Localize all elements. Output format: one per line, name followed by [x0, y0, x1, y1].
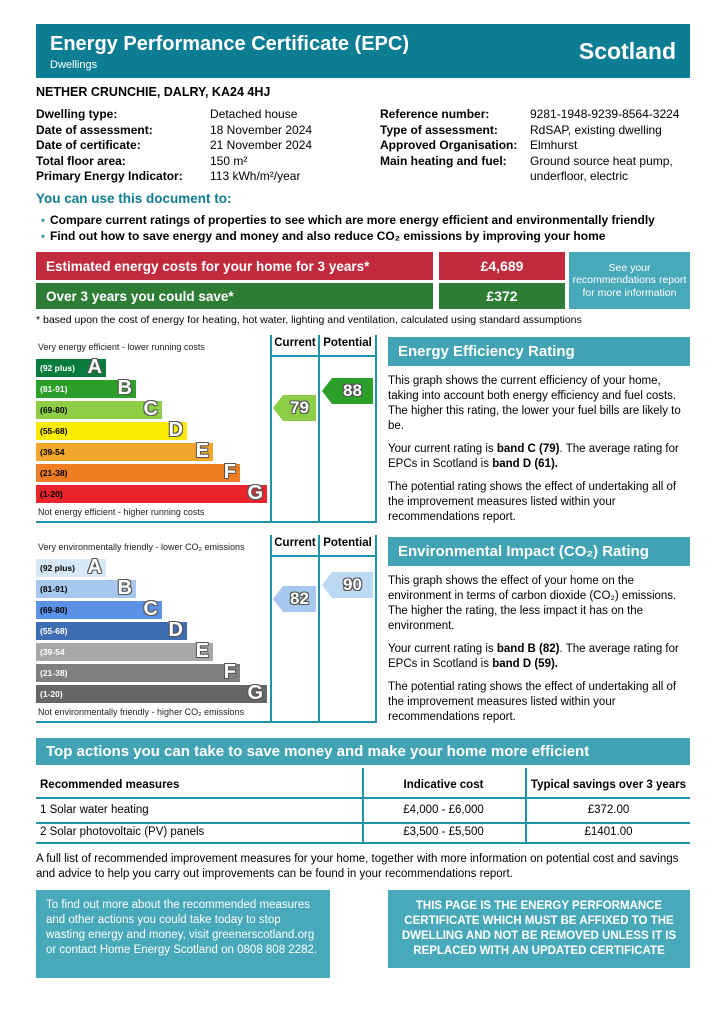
text-segment: . The average rating for EPCs in Scotland is	[388, 643, 679, 670]
band-range-label: (92 plus)	[40, 363, 75, 373]
detail-label: Type of assessment:	[380, 122, 498, 137]
region-label: Scotland	[578, 37, 676, 64]
details-left-column	[36, 107, 380, 185]
chart-divider	[270, 535, 272, 723]
detail-row	[380, 107, 692, 123]
measure-cost: £4,000 - £6,000	[403, 804, 484, 816]
current-band-text: band B (82)	[496, 643, 560, 655]
band-range-label: (69-80)	[40, 605, 68, 615]
estimated-costs-amount: £4,689	[480, 258, 524, 274]
arrow-body	[332, 378, 373, 404]
property-address: NETHER CRUNCHIE, DALRY, KA24 4HJ	[36, 85, 271, 99]
band-letter: E	[195, 440, 209, 462]
affix-notice-text: THIS PAGE IS THE ENERGY PERFORMANCE CERTIFICATE WHICH MUST BE AFFIXED TO THE DWELLING AND NOT BE REMOVED UNLESS IT IS REPLACED WITH AN UPDATED CERTIFICATE	[401, 900, 677, 957]
current-column-header: Current	[274, 337, 316, 349]
page-subtitle: Dwellings	[50, 58, 98, 71]
band-range-label: (39-54	[40, 647, 65, 657]
arrow-point	[273, 395, 283, 421]
chart-divider	[375, 335, 377, 523]
chart-header-line	[270, 355, 377, 357]
energy-efficiency-panel	[388, 337, 690, 525]
co2-band-a	[36, 556, 106, 578]
chart-bottom-line	[36, 721, 377, 723]
chart-divider	[318, 335, 320, 523]
current-rating-arrow	[273, 586, 316, 612]
environmental-paragraph-1: This graph shows the effect of your home on the environment in terms of carbon dioxide (CO₂) emissions. The higher the rating, the less impact it has on the environment.	[388, 575, 677, 632]
measure-cost: £3,500 - £5,500	[403, 826, 484, 838]
arrow-point	[322, 378, 332, 404]
table-line	[36, 822, 690, 824]
detail-row	[36, 107, 380, 123]
band-range-label: (21-38)	[40, 468, 68, 478]
epc-band-e	[36, 440, 213, 462]
bullet-icon: •	[40, 229, 46, 243]
bullet-item	[36, 212, 690, 228]
band-letter: D	[168, 619, 183, 641]
average-band-text: band D (59).	[492, 658, 558, 670]
epc-band-d	[36, 419, 187, 441]
band-range-label: (81-91)	[40, 584, 68, 594]
detail-value: Ground source heat pump, underfloor, electric	[530, 153, 673, 183]
chart-divider	[375, 535, 377, 723]
current-rating-value: 79	[290, 398, 309, 417]
band-letter: C	[143, 398, 158, 420]
arrow-body	[283, 586, 316, 612]
column-header-measures: Recommended measures	[40, 779, 180, 791]
band-range-label: (55-68)	[40, 626, 68, 636]
table-line	[36, 842, 690, 844]
intro-heading: You can use this document to:	[36, 191, 232, 206]
affix-notice-box	[388, 890, 690, 968]
arrow-body	[283, 395, 316, 421]
epc-band-g	[36, 482, 267, 504]
band-letter: F	[223, 461, 236, 483]
current-rating-value: 82	[290, 589, 309, 608]
detail-label: Main heating and fuel:	[380, 153, 507, 168]
chart-header-line	[270, 555, 377, 557]
co2-band-d	[36, 619, 187, 641]
header-band	[36, 24, 690, 78]
band-letter: D	[168, 419, 183, 441]
actions-note: A full list of recommended improvement measures for your home, together with more information on potential cost and savings and advice to help you carry out improvements can be found in your recommendations report.	[36, 853, 679, 880]
arrow-point	[273, 586, 283, 612]
chart-top-label: Very environmentally friendly - lower CO₂ emissions	[38, 542, 245, 552]
energy-paragraph-1: This graph shows the current efficiency of your home, taking into account both energy efficiency and fuel costs. The higher this rating, the lower your fuel bills are likely to be.	[388, 375, 681, 432]
band-range-label: (92 plus)	[40, 563, 75, 573]
detail-value: 21 November 2024	[210, 138, 313, 152]
bullet-item	[36, 228, 690, 244]
current-band-text: band C (79)	[496, 443, 560, 455]
band-range-label: (69-80)	[40, 405, 68, 415]
recommendations-info-text: See your recommendations report for more information	[572, 261, 687, 299]
more-info-text: To find out more about the recommended measures and other actions you could take today to stop wasting energy and money, visit greenerscotland.org or contact Home Energy Scotland on 0808 808 2282.	[46, 899, 318, 956]
intro-bullets	[36, 212, 690, 244]
estimated-costs-banner	[36, 252, 433, 280]
epc-band-c	[36, 398, 162, 420]
co2-band-f	[36, 661, 240, 683]
potential-column-header: Potential	[323, 537, 372, 549]
energy-paragraph-2	[388, 442, 690, 472]
band-letter: E	[195, 640, 209, 662]
detail-row	[36, 154, 380, 170]
band-range-label: (81-91)	[40, 384, 68, 394]
savings-value	[439, 283, 565, 309]
band-range-label: (39-54	[40, 447, 65, 457]
co2-band-g	[36, 682, 267, 704]
bullet-text: Compare current ratings of properties to see which are more energy efficient and environmentally friendly	[50, 213, 655, 227]
detail-row	[380, 154, 692, 185]
chart-bottom-label: Not energy efficient - higher running costs	[38, 507, 205, 517]
detail-label: Date of certificate:	[36, 138, 141, 152]
detail-row	[380, 123, 692, 139]
potential-rating-arrow	[322, 572, 373, 598]
co2-band-e	[36, 640, 213, 662]
epc-band-a	[36, 356, 106, 378]
detail-value: 18 November 2024	[210, 122, 313, 137]
energy-paragraph-3: The potential rating shows the effect of undertaking all of the improvement measures listed within your recommendations report.	[388, 481, 677, 523]
detail-value: 9281-1948-9239-8564-3224	[530, 107, 680, 121]
detail-row	[380, 138, 692, 154]
potential-column-header: Potential	[323, 337, 372, 349]
detail-row	[36, 138, 380, 154]
band-letter: F	[223, 661, 236, 683]
detail-label: Date of assessment:	[36, 122, 153, 137]
chart-divider	[270, 335, 272, 523]
table-line	[36, 797, 690, 799]
bullet-text: Find out how to save energy and money and also reduce CO₂ emissions by improving your home	[50, 229, 606, 243]
detail-value: Elmhurst	[530, 138, 578, 152]
detail-row	[36, 123, 380, 139]
bullet-icon: •	[40, 213, 46, 227]
environmental-paragraph-3: The potential rating shows the effect of undertaking all of the improvement measures listed within your recommendations report.	[388, 681, 677, 723]
band-letter: B	[117, 577, 132, 599]
band-range-label: (55-68)	[40, 426, 68, 436]
band-range-label: (21-38)	[40, 668, 68, 678]
detail-label: Total floor area:	[36, 153, 126, 168]
measure-name: 2 Solar photovoltaic (PV) panels	[40, 826, 205, 838]
arrow-body	[332, 572, 373, 598]
arrow-point	[322, 572, 332, 598]
current-rating-arrow	[273, 395, 316, 421]
potential-rating-value: 90	[343, 575, 362, 594]
band-letter: A	[87, 356, 102, 378]
measure-savings: £1401.00	[584, 826, 633, 838]
band-range-label: (1-20)	[40, 689, 63, 699]
detail-label: Reference number:	[380, 107, 490, 121]
savings-banner	[36, 283, 433, 309]
text-segment: . The average rating for EPCs in Scotland is	[388, 443, 679, 470]
detail-row	[36, 169, 380, 185]
column-header-savings: Typical savings over 3 years	[530, 779, 687, 791]
detail-value: Detached house	[210, 107, 298, 121]
band-range-label: (1-20)	[40, 489, 63, 499]
detail-label: Approved Organisation:	[380, 138, 518, 152]
band-letter: A	[87, 556, 102, 578]
recommendations-info-box	[569, 252, 690, 309]
details-right-column	[380, 107, 692, 185]
current-column-header: Current	[274, 537, 316, 549]
co2-band-c	[36, 598, 162, 620]
energy-efficiency-heading: Energy Efficiency Rating	[388, 337, 690, 366]
band-letter: C	[143, 598, 158, 620]
page-title: Energy Performance Certificate (EPC)	[50, 32, 410, 55]
savings-label: Over 3 years you could save*	[46, 288, 234, 304]
band-letter: G	[247, 682, 263, 704]
potential-rating-arrow	[322, 378, 373, 404]
detail-label: Dwelling type:	[36, 107, 118, 121]
cost-footnote: * based upon the cost of energy for heating, hot water, lighting and ventilation, calculated using standard assumptions	[36, 314, 582, 326]
epc-band-f	[36, 461, 240, 483]
detail-value: 113 kWh/m²/year	[210, 169, 301, 183]
top-actions-heading-text: Top actions you can take to save money and make your home more efficient	[46, 743, 590, 760]
measure-name: 1 Solar water heating	[40, 804, 149, 816]
potential-rating-value: 88	[343, 381, 362, 400]
estimated-costs-label: Estimated energy costs for your home for 3 years*	[46, 258, 370, 274]
more-info-box	[36, 890, 330, 978]
top-actions-heading	[36, 738, 690, 765]
chart-top-label: Very energy efficient - lower running costs	[38, 342, 205, 352]
average-band-text: band D (61).	[492, 458, 558, 470]
chart-bottom-label: Not environmentally friendly - higher CO₂ emissions	[38, 707, 245, 717]
detail-value: 150 m²	[210, 153, 248, 168]
text-segment: Your current rating is	[388, 643, 497, 655]
environmental-impact-heading: Environmental Impact (CO₂) Rating	[388, 537, 690, 566]
chart-divider	[318, 535, 320, 723]
measure-savings: £372.00	[587, 804, 630, 816]
band-letter: G	[247, 482, 263, 504]
estimated-costs-value	[439, 252, 565, 280]
header-titles	[36, 32, 409, 71]
savings-amount: £372	[486, 288, 518, 304]
environmental-paragraph-2	[388, 642, 690, 672]
epc-band-b	[36, 377, 136, 399]
environmental-impact-panel	[388, 537, 690, 725]
chart-bottom-line	[36, 521, 377, 523]
column-header-cost: Indicative cost	[403, 779, 484, 791]
co2-band-b	[36, 577, 136, 599]
detail-value: RdSAP, existing dwelling	[530, 122, 662, 137]
band-letter: B	[117, 377, 132, 399]
detail-label: Primary Energy Indicator:	[36, 169, 183, 183]
text-segment: Your current rating is	[388, 443, 497, 455]
